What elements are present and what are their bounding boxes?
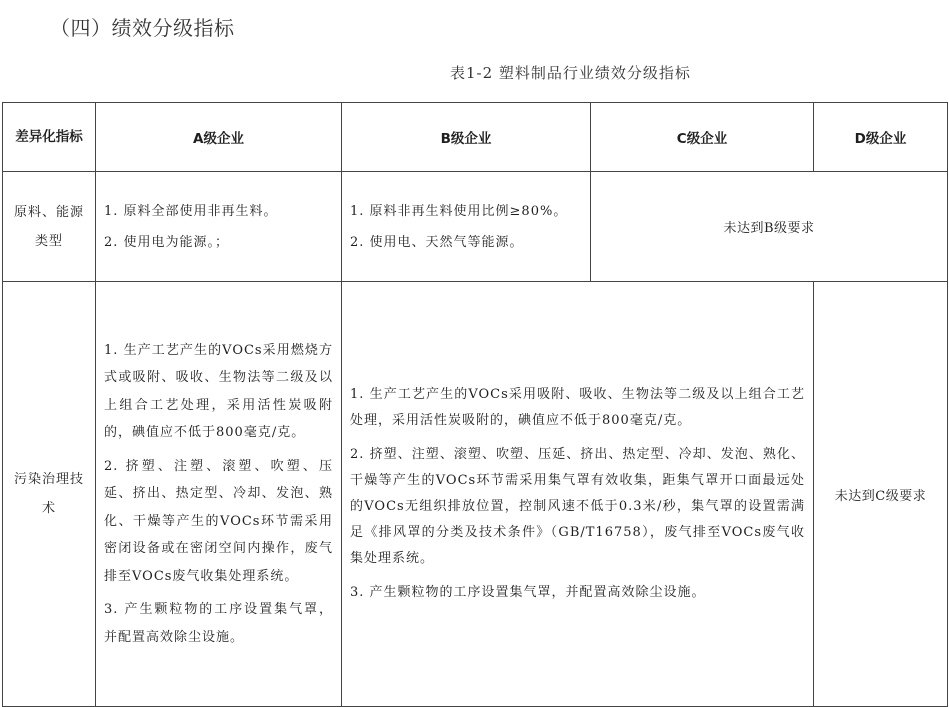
row-label-pollution: 污染治理技术	[3, 282, 96, 707]
pollution-grade-bc-item: 3. 产生颗粒物的工序设置集气罩，并配置高效除尘设施。	[350, 585, 706, 600]
header-grade-c: C级企业	[591, 103, 814, 172]
table-row	[3, 172, 948, 282]
materials-grade-cd-cell: 未达到B级要求	[591, 172, 948, 282]
materials-grade-b-cell	[342, 172, 591, 282]
header-indicator: 差异化指标	[3, 103, 96, 172]
pollution-grade-bc-item: 2. 挤塑、注塑、滚塑、吹塑、压延、挤出、热定型、冷却、发泡、熟化、干燥等产生的VOCs环节需采用集气罩有效收集，距集气罩开口面最远处的VOCs无组织排放位置，控制风速不低于0.3米/秒，集气罩的设置需满足《排风罩的分类及技术条件》（GB/T16758），废气排至VOCs废气收集处理系统。	[350, 447, 805, 566]
header-grade-b: B级企业	[342, 103, 591, 172]
pollution-grade-bc-item: 1. 生产工艺产生的VOCs采用吸附、吸收、生物法等二级及以上组合工艺处理，采用活性炭吸附的，碘值应不低于800毫克/克。	[350, 387, 805, 428]
table-row	[3, 282, 948, 707]
performance-grading-table	[2, 102, 948, 707]
table-caption: 表1-2 塑料制品行业绩效分级指标	[450, 64, 691, 82]
pollution-grade-a-item: 2. 挤塑、注塑、滚塑、吹塑、压延、挤出、热定型、冷却、发泡、熟化、干燥等产生的VOCs环节需采用密闭设备或在密闭空间内操作，废气排至VOCs废气收集处理系统。	[104, 458, 333, 584]
header-row	[3, 103, 948, 172]
pollution-grade-a-item: 1. 生产工艺产生的VOCs采用燃烧方式或吸附、吸收、生物法等二级及以上组合工艺处理，采用活性炭吸附的，碘值应不低于800毫克/克。	[104, 342, 333, 441]
pollution-grade-d-cell: 未达到C级要求	[814, 282, 948, 707]
pollution-grade-a-item: 3. 产生颗粒物的工序设置集气罩，并配置高效除尘设施。	[104, 602, 333, 645]
materials-grade-b-item: 2. 使用电、天然气等能源。	[350, 234, 524, 250]
materials-grade-a-item: 1. 原料全部使用非再生料。	[104, 203, 278, 219]
pollution-grade-a-cell	[96, 282, 342, 707]
section-heading: （四）绩效分级指标	[50, 16, 235, 40]
pollution-grade-bc-cell	[342, 282, 814, 707]
materials-grade-a-cell	[96, 172, 342, 282]
header-grade-a: A级企业	[96, 103, 342, 172]
header-grade-d: D级企业	[814, 103, 948, 172]
materials-grade-a-item: 2. 使用电为能源。；	[104, 234, 230, 250]
row-label-materials: 原料、能源类型	[3, 172, 96, 282]
materials-grade-b-item: 1. 原料非再生料使用比例≥80%。	[350, 203, 568, 219]
